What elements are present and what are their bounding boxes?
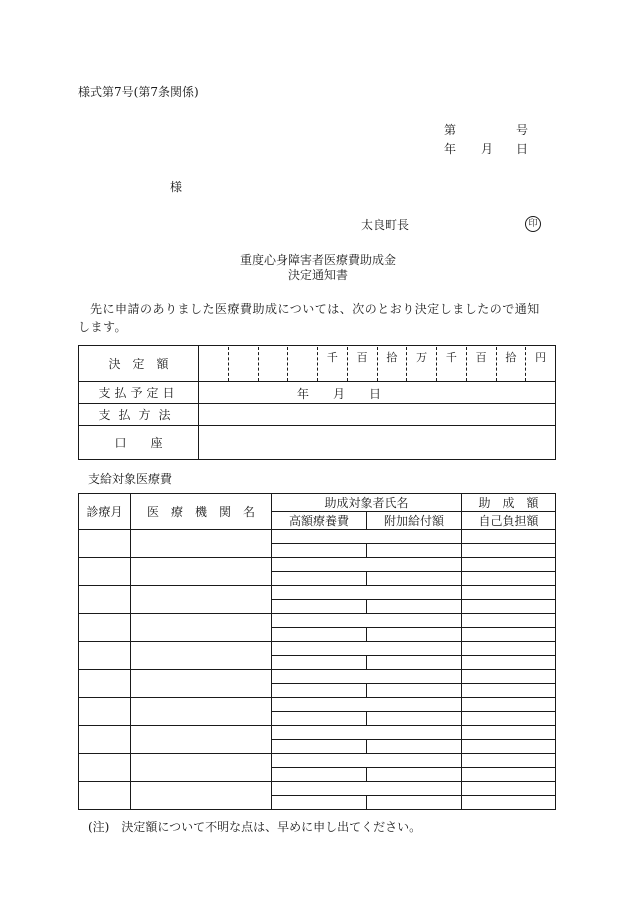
cell-high-cost: [272, 796, 367, 810]
cell-self: [462, 572, 556, 586]
cell-institution: [131, 642, 272, 670]
detail-table: [78, 493, 556, 810]
cell-month: [79, 614, 131, 642]
col-amount-header: 助 成 額: [462, 494, 556, 512]
cell-additional: [367, 768, 462, 782]
cell-name: [272, 642, 462, 656]
cell-institution: [131, 698, 272, 726]
cell-high-cost: [272, 628, 367, 642]
cell-high-cost: [272, 768, 367, 782]
cell-institution: [131, 670, 272, 698]
cell-additional: [367, 628, 462, 642]
account-label: 口 座: [79, 426, 199, 460]
cell-month: [79, 698, 131, 726]
cell-month: [79, 586, 131, 614]
digit-box: 千: [317, 347, 347, 381]
payment-date-month: 月: [333, 387, 346, 401]
cell-additional: [367, 684, 462, 698]
doc-number-label: 第: [444, 123, 457, 137]
cell-self: [462, 796, 556, 810]
table-row: [79, 782, 556, 796]
cell-additional: [367, 544, 462, 558]
cell-month: [79, 558, 131, 586]
table-row: [79, 754, 556, 768]
cell-month: [79, 530, 131, 558]
note: (注) 決定額について不明な点は、早めに申し出てください。: [88, 820, 422, 834]
cell-institution: [131, 558, 272, 586]
cell-institution: [131, 782, 272, 810]
recipient-suffix: 様: [170, 180, 183, 194]
cell-high-cost: [272, 684, 367, 698]
cell-institution: [131, 614, 272, 642]
cell-name: [272, 614, 462, 628]
table-row: [79, 726, 556, 740]
cell-additional: [367, 572, 462, 586]
cell-self: [462, 600, 556, 614]
issuer: 太良町長: [361, 218, 410, 232]
col-high-cost-header: 高額療養費: [272, 512, 367, 530]
cell-amount: [462, 614, 556, 628]
col-additional-header: 附加給付額: [367, 512, 462, 530]
seal-icon: 印: [525, 216, 541, 232]
digit-box: [287, 347, 317, 381]
cell-amount: [462, 586, 556, 600]
cell-month: [79, 670, 131, 698]
cell-self: [462, 712, 556, 726]
digit-box: [199, 347, 228, 381]
digit-box: [258, 347, 288, 381]
col-name-header: 助成対象者氏名: [272, 494, 462, 512]
date-year: 年: [444, 142, 457, 156]
digit-box: [228, 347, 258, 381]
amount-digits: [199, 346, 556, 382]
cell-high-cost: [272, 572, 367, 586]
digit-box: 拾: [377, 347, 407, 381]
payment-method-label: 支払方法: [79, 404, 199, 426]
cell-additional: [367, 656, 462, 670]
cell-name: [272, 670, 462, 684]
cell-institution: [131, 530, 272, 558]
cell-amount: [462, 530, 556, 544]
cell-month: [79, 782, 131, 810]
date-month: 月: [481, 142, 494, 156]
table-row: [79, 530, 556, 544]
payment-method-cell: [199, 404, 556, 426]
table-row: [79, 614, 556, 628]
title-line2: 決定通知書: [288, 268, 349, 282]
cell-self: [462, 544, 556, 558]
payment-date-year: 年: [297, 387, 310, 401]
cell-amount: [462, 754, 556, 768]
cell-amount: [462, 642, 556, 656]
cell-name: [272, 698, 462, 712]
cell-amount: [462, 558, 556, 572]
cell-amount: [462, 782, 556, 796]
digit-box: 円: [525, 347, 555, 381]
cell-month: [79, 754, 131, 782]
cell-self: [462, 628, 556, 642]
payment-date-label: 支払予定日: [79, 382, 199, 404]
cell-additional: [367, 740, 462, 754]
cell-institution: [131, 754, 272, 782]
body-text: 先に申請のありました医療費助成については、次のとおり決定しましたので通知します。: [78, 302, 540, 334]
payment-date-day: 日: [369, 387, 382, 401]
cell-institution: [131, 726, 272, 754]
cell-self: [462, 656, 556, 670]
title-line1: 重度心身障害者医療費助成金: [240, 253, 397, 267]
amount-label: 決 定 額: [79, 346, 199, 382]
cell-name: [272, 754, 462, 768]
table-row: [79, 642, 556, 656]
cell-name: [272, 586, 462, 600]
cell-name: [272, 530, 462, 544]
cell-month: [79, 726, 131, 754]
cell-amount: [462, 670, 556, 684]
cell-additional: [367, 712, 462, 726]
cell-additional: [367, 796, 462, 810]
section-title: 支給対象医療費: [88, 472, 173, 486]
digit-box: 万: [406, 347, 436, 381]
col-self-header: 自己負担額: [462, 512, 556, 530]
date-day: 日: [516, 142, 529, 156]
cell-name: [272, 726, 462, 740]
cell-high-cost: [272, 544, 367, 558]
summary-table: [78, 345, 556, 460]
doc-number-suffix: 号: [516, 123, 529, 137]
cell-name: [272, 782, 462, 796]
cell-institution: [131, 586, 272, 614]
col-month-header: 診療月: [79, 494, 131, 530]
cell-high-cost: [272, 600, 367, 614]
cell-high-cost: [272, 740, 367, 754]
form-number: 様式第7号(第7条関係): [78, 85, 199, 99]
cell-additional: [367, 600, 462, 614]
digit-box: 千: [436, 347, 466, 381]
cell-amount: [462, 726, 556, 740]
cell-self: [462, 684, 556, 698]
account-cell: [199, 426, 556, 460]
table-row: [79, 558, 556, 572]
cell-high-cost: [272, 712, 367, 726]
cell-high-cost: [272, 656, 367, 670]
cell-self: [462, 768, 556, 782]
payment-date-cell: [199, 382, 556, 404]
cell-name: [272, 558, 462, 572]
table-row: [79, 586, 556, 600]
col-institution-header: 医 療 機 関 名: [131, 494, 272, 530]
digit-box: 百: [466, 347, 496, 381]
digit-box: 百: [347, 347, 377, 381]
digit-box: 拾: [496, 347, 526, 381]
table-row: [79, 670, 556, 684]
cell-self: [462, 740, 556, 754]
cell-amount: [462, 698, 556, 712]
table-row: [79, 698, 556, 712]
cell-month: [79, 642, 131, 670]
